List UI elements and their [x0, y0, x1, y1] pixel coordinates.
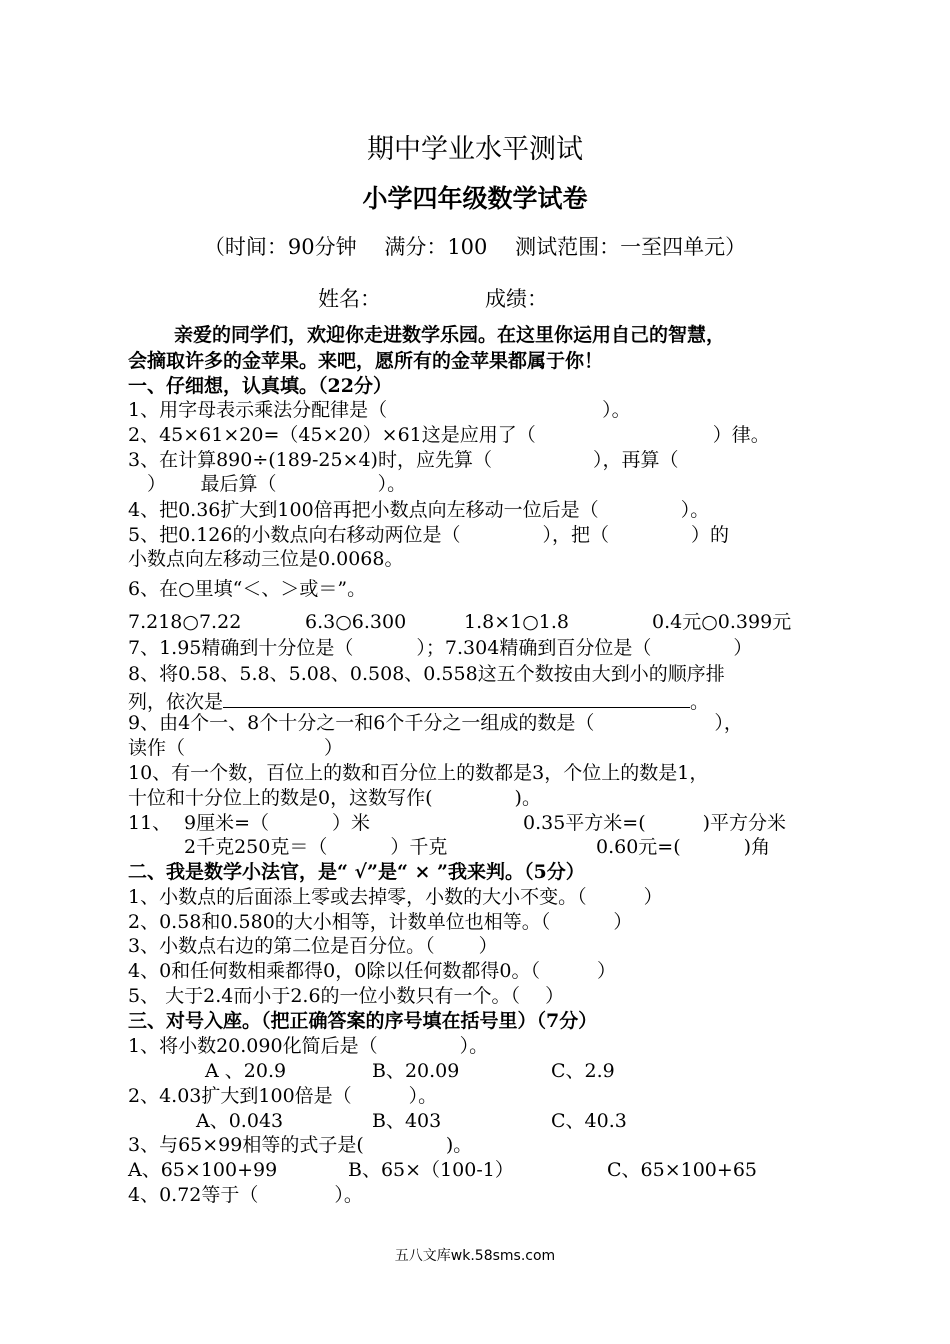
name-label: 姓名： [318, 287, 381, 311]
choice-option: B、20.09 [372, 1060, 460, 1082]
judge-item: 2、0.58和0.580的大小相等，计数单位也相等。（ ） [128, 911, 633, 933]
choice-option: B、65×（100-1） [348, 1159, 514, 1181]
judge-item: 3、小数点右边的第二位是百分位。（ ） [128, 935, 498, 957]
choice-question-1: 1、将小数20.090化简后是（ ）。 [128, 1035, 489, 1057]
choice-option: A、65×100+99 [128, 1159, 278, 1181]
compare-item: 0.4元○0.399元 [652, 611, 792, 633]
choice-question-3: 3、与65×99相等的式子是( )。 [128, 1134, 473, 1156]
question-1-3-cont: ） 最后算（ ）。 [128, 473, 407, 495]
exam-info: （时间：90分钟 满分：100 测试范围：一至四单元） [203, 235, 747, 259]
question-1-2: 2、45×61×20=（45×20）×61这是应用了（ ）律。 [128, 424, 770, 446]
choice-question-4: 4、0.72等于（ ）。 [128, 1184, 363, 1206]
choice-question-2: 2、4.03扩大到100倍是（ ）。 [128, 1085, 438, 1107]
question-1-5-cont: 小数点向左移动三位是0.0068。 [128, 548, 404, 570]
question-1-11-label: 11、 [128, 812, 172, 834]
compare-item: 7.218○7.22 [128, 611, 242, 633]
choice-option: C、65×100+65 [607, 1159, 757, 1181]
question-1-10-cont: 十位和十分位上的数是0，这数写作( )。 [128, 787, 541, 809]
question-1-6: 6、在○里填“＜、＞或＝”。 [128, 578, 367, 600]
choice-option: A 、20.9 [205, 1060, 287, 1082]
exam-title: 期中学业水平测试 [367, 134, 583, 165]
question-1-8-cont [128, 687, 709, 714]
choice-option: A、0.043 [196, 1110, 284, 1132]
judge-item: 4、0和任何数相乘都得0，0除以任何数都得0。（ ） [128, 960, 616, 982]
footer-source: 五八文库wk.58sms.com [394, 1248, 556, 1264]
question-1-8-suffix: 。 [690, 691, 710, 713]
conversion-item: 9厘米=（ ）米 [184, 812, 371, 834]
question-1-5: 5、把0.126的小数点向右移动两位是（ ），把（ ）的 [128, 524, 730, 546]
question-1-9-cont: 读作（ ） [128, 737, 344, 759]
judge-item: 1、小数点的后面添上零或去掉零，小数的大小不变。（ ） [128, 886, 663, 908]
answer-underline [223, 687, 690, 708]
question-1-10: 10、有一个数，百位上的数和百分位上的数都是3，个位上的数是1， [128, 762, 709, 784]
question-1-9: 9、由4个一、8个十分之一和6个千分之一组成的数是（ ）， [128, 712, 743, 734]
intro-line-1: 亲爱的同学们，欢迎你走进数学乐园。在这里你运用自己的智慧， [174, 324, 726, 346]
score-label: 成绩： [485, 287, 548, 311]
question-1-7: 7、1.95精确到十分位是（ ）；7.304精确到百分位是（ ） [128, 637, 753, 659]
choice-option: B、403 [372, 1110, 442, 1132]
judge-item: 5、 大于2.4而小于2.6的一位小数只有一个。（ ） [128, 985, 565, 1007]
conversion-item: 2千克250克＝（ ）千克 [184, 836, 448, 858]
choice-option: C、40.3 [551, 1110, 627, 1132]
question-1-1: 1、用字母表示乘法分配律是（ ）。 [128, 399, 631, 421]
question-1-4: 4、把0.36扩大到100倍再把小数点向左移动一位后是（ ）。 [128, 499, 710, 521]
choice-option: C、2.9 [551, 1060, 615, 1082]
exam-subtitle: 小学四年级数学试卷 [362, 184, 588, 213]
question-1-3: 3、在计算890÷(189-25×4)时，应先算（ ），再算（ [128, 449, 679, 471]
section-3-heading: 三、对号入座。（把正确答案的序号填在括号里）（7分） [128, 1010, 598, 1032]
question-1-8-prefix: 列，依次是 [128, 691, 224, 713]
section-1-heading: 一、仔细想，认真填。（22分） [128, 375, 392, 397]
question-1-8: 8、将0.58、5.8、5.08、0.508、0.558这五个数按由大到小的顺序排 [128, 663, 725, 685]
intro-line-2: 会摘取许多的金苹果。来吧，愿所有的金苹果都属于你！ [128, 350, 604, 372]
conversion-item: 0.60元=( )角 [596, 836, 771, 858]
compare-item: 6.3○6.300 [305, 611, 407, 633]
conversion-item: 0.35平方米=( )平方分米 [523, 812, 787, 834]
compare-item: 1.8×1○1.8 [464, 611, 570, 633]
section-2-heading: 二、我是数学小法官，是“ √”是“ × ”我来判。（5分） [128, 861, 585, 883]
